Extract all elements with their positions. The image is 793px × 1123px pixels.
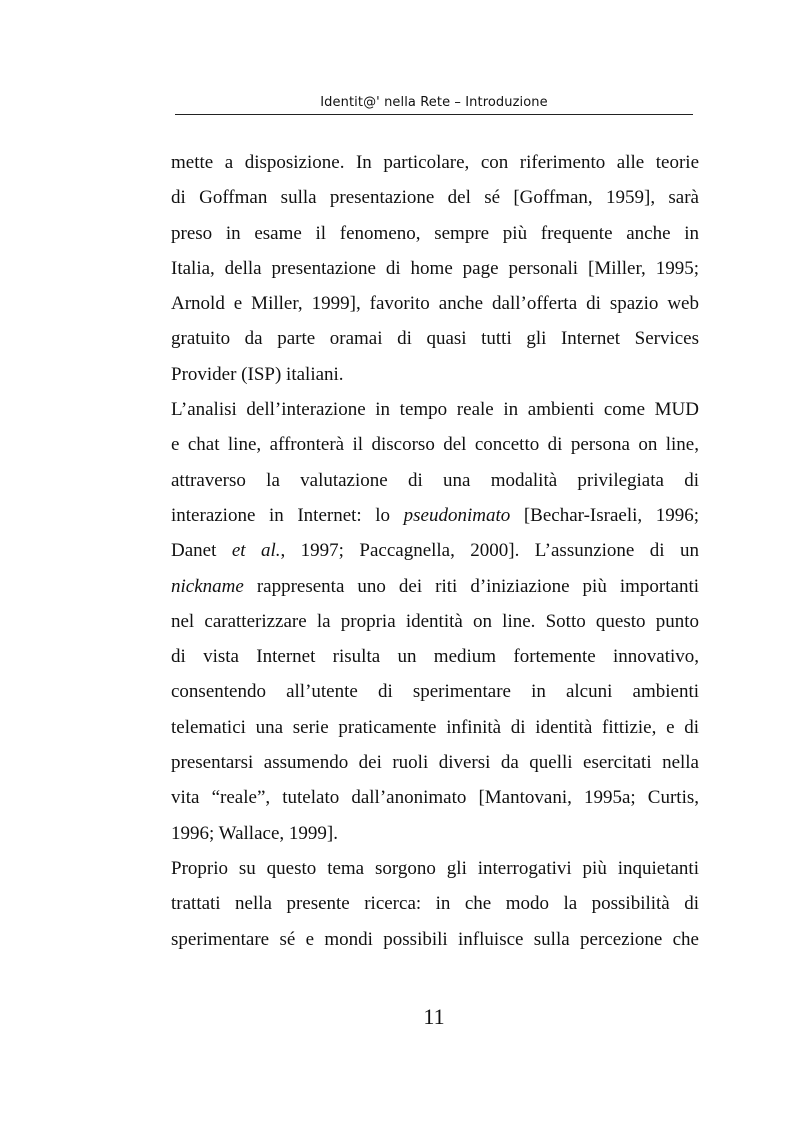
text-segment: Provider (ISP) italiani. bbox=[171, 363, 344, 385]
body-line bbox=[171, 674, 699, 709]
body-line bbox=[171, 533, 699, 568]
body-line bbox=[171, 745, 699, 780]
text-segment: sperimentare sé e mondi possibili influisce sulla percezione che bbox=[171, 928, 699, 950]
italic-term: nickname bbox=[171, 575, 244, 597]
body-line bbox=[171, 392, 699, 427]
text-segment: L’analisi dell’interazione in tempo reale in ambienti come MUD bbox=[171, 399, 699, 421]
body-line bbox=[171, 922, 699, 957]
text-segment: Danet bbox=[171, 540, 232, 562]
text-segment: di vista Internet risulta un medium fortemente innovativo, bbox=[171, 646, 699, 668]
body-line bbox=[171, 886, 699, 921]
body-line bbox=[171, 816, 699, 851]
text-segment: [Bechar-Israeli, 1996; bbox=[510, 504, 700, 526]
body-line bbox=[171, 216, 699, 251]
header-rule bbox=[175, 114, 693, 115]
body-line bbox=[171, 710, 699, 745]
body-line bbox=[171, 180, 699, 215]
text-segment: 1996; Wallace, 1999]. bbox=[171, 822, 338, 844]
text-segment: , 1997; Paccagnella, 2000]. L’assunzione di un bbox=[280, 540, 700, 562]
body-line bbox=[171, 780, 699, 815]
body-line bbox=[171, 145, 699, 180]
text-segment: Italia, della presentazione di home page personali [Miller, 1995; bbox=[171, 257, 699, 279]
text-segment: vita “reale”, tutelato dall’anonimato [Mantovani, 1995a; Curtis, bbox=[171, 787, 699, 809]
text-segment: consentendo all’utente di sperimentare in alcuni ambienti bbox=[171, 681, 699, 703]
text-segment: telematici una serie praticamente infinità di identità fittizie, e di bbox=[171, 716, 699, 738]
text-segment: di Goffman sulla presentazione del sé [Goffman, 1959], sarà bbox=[171, 187, 699, 209]
body-line bbox=[171, 851, 699, 886]
text-segment: presentarsi assumendo dei ruoli diversi da quelli esercitati nella bbox=[171, 752, 699, 774]
text-segment: trattati nella presente ricerca: in che modo la possibilità di bbox=[171, 893, 699, 915]
text-segment: attraverso la valutazione di una modalità privilegiata di bbox=[171, 469, 699, 491]
text-segment: mette a disposizione. In particolare, con riferimento alle teorie bbox=[171, 152, 699, 173]
italic-term: et al. bbox=[231, 540, 281, 562]
text-segment: gratuito da parte oramai di quasi tutti gli Internet Services bbox=[171, 328, 699, 350]
body-line bbox=[171, 639, 699, 674]
italic-term: pseudonimato bbox=[403, 504, 511, 526]
body-line bbox=[171, 321, 699, 356]
text-segment: e chat line, affronterà il discorso del concetto di persona on line, bbox=[171, 434, 699, 456]
body-line bbox=[171, 251, 699, 286]
body-line bbox=[171, 357, 699, 392]
text-segment: Proprio su questo tema sorgono gli interrogativi più inquietanti bbox=[171, 857, 699, 879]
running-header-title: Identit@' nella Rete – Introduzione bbox=[320, 95, 548, 110]
body-line bbox=[171, 498, 699, 533]
page-number: 11 bbox=[423, 1004, 445, 1029]
body-line bbox=[171, 286, 699, 321]
text-segment: rappresenta uno dei riti d’iniziazione più importanti bbox=[243, 575, 699, 597]
text-segment: preso in esame il fenomeno, sempre più frequente anche in bbox=[171, 222, 699, 244]
text-segment: Arnold e Miller, 1999], favorito anche dall’offerta di spazio web bbox=[171, 293, 699, 315]
body-line bbox=[171, 427, 699, 462]
body-text bbox=[171, 145, 699, 957]
text-segment: nel caratterizzare la propria identità on line. Sotto questo punto bbox=[171, 610, 699, 632]
body-line bbox=[171, 569, 699, 604]
text-segment: interazione in Internet: lo bbox=[171, 504, 404, 526]
body-line bbox=[171, 463, 699, 498]
body-line bbox=[171, 604, 699, 639]
